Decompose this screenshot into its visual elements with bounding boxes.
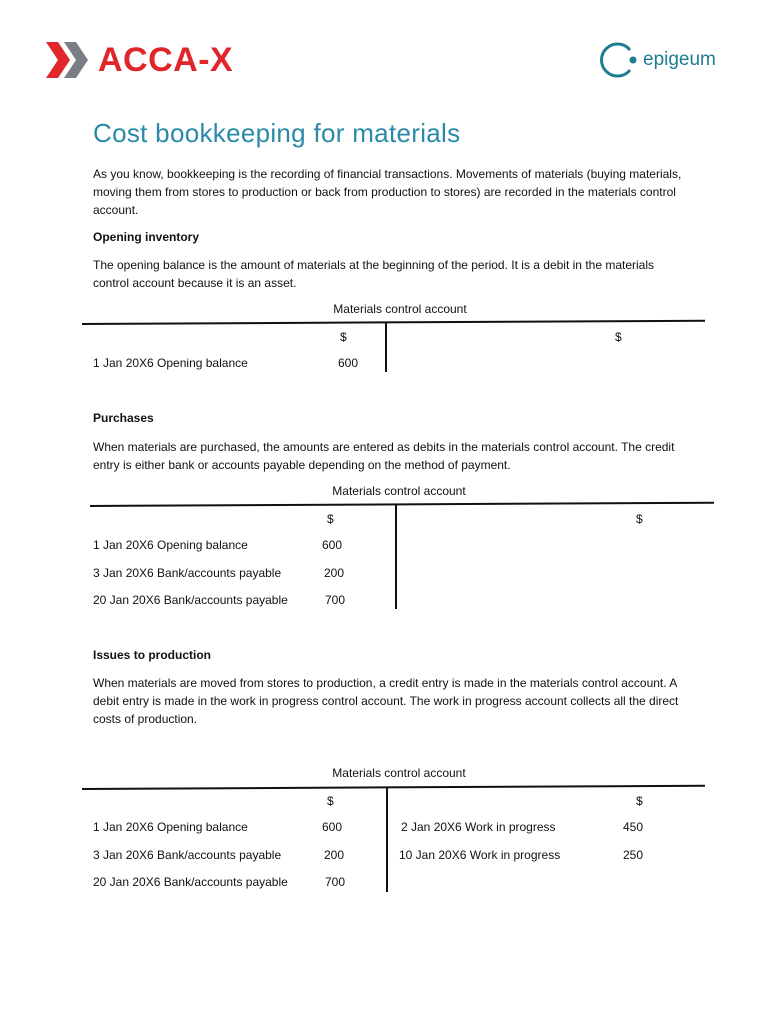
debit-currency-header: $ [327, 794, 334, 808]
t-account-caption: Materials control account [332, 766, 466, 780]
opening-inventory-text: The opening balance is the amount of materials at the beginning of the period. It is a debit in the materials control account because it is an asset. [93, 258, 655, 290]
purchases-text: When materials are purchased, the amounts are entered as debits in the materials control account. The credit entry is either bank or accounts payable depending on the method of payment. [93, 440, 675, 472]
epigeum-mark-icon [597, 40, 639, 80]
t-account-divider [386, 787, 388, 892]
credit-entry-amount: 250 [623, 848, 644, 862]
t-account-divider [395, 504, 397, 609]
issues-text: When materials are moved from stores to production, a credit entry is made in the materials control account. A debit entry is made in the work in progress control account. The work in progress account collects all the direct costs of production. [93, 676, 679, 726]
acca-x-mark-icon [44, 38, 90, 82]
debit-currency-header: $ [327, 512, 334, 526]
acca-x-logo-text: ACCA-X [98, 41, 234, 79]
debit-entry-amount: 700 [325, 593, 346, 607]
debit-entry-label: 1 Jan 20X6 Opening balance [93, 356, 248, 370]
debit-entry-amount: 600 [322, 820, 343, 834]
t-account-caption: Materials control account [332, 484, 466, 498]
t-account-caption: Materials control account [333, 302, 467, 316]
purchases-heading: Purchases [93, 411, 154, 425]
debit-entry-label: 1 Jan 20X6 Opening balance [93, 538, 248, 552]
epigeum-logo-text: epigeum [643, 49, 716, 70]
debit-entry-label: 3 Jan 20X6 Bank/accounts payable [93, 566, 282, 580]
credit-entry-label: 10 Jan 20X6 Work in progress [399, 848, 561, 862]
t-account-top-rule [90, 502, 714, 507]
debit-entry-amount: 200 [324, 566, 345, 580]
debit-entry-label: 3 Jan 20X6 Bank/accounts payable [93, 848, 282, 862]
debit-entry-amount: 200 [324, 848, 345, 862]
debit-entry-label: 20 Jan 20X6 Bank/accounts payable [93, 875, 288, 889]
intro-paragraph: As you know, bookkeeping is the recording of financial transactions. Movements of materials (buying materials, moving them from stores to production or back from production to stores) are recorded in the materials control account. [93, 167, 682, 217]
credit-entry-amount: 450 [623, 820, 644, 834]
credit-currency-header: $ [615, 330, 622, 344]
credit-currency-header: $ [636, 794, 643, 808]
debit-entry-label: 1 Jan 20X6 Opening balance [93, 820, 248, 834]
issues-heading: Issues to production [93, 648, 212, 662]
acca-x-logo [44, 38, 233, 82]
t-account-divider [385, 322, 387, 372]
debit-currency-header: $ [340, 330, 347, 344]
debit-entry-amount: 700 [325, 875, 346, 889]
debit-entry-amount: 600 [338, 356, 359, 370]
epigeum-logo [597, 40, 716, 80]
credit-currency-header: $ [636, 512, 643, 526]
opening-inventory-heading: Opening inventory [93, 230, 200, 244]
t-account-top-rule [82, 785, 705, 790]
debit-entry-amount: 600 [322, 538, 343, 552]
t-account-top-rule [82, 320, 705, 325]
page-title: Cost bookkeeping for materials [93, 118, 461, 148]
debit-entry-label: 20 Jan 20X6 Bank/accounts payable [93, 593, 288, 607]
credit-entry-label: 2 Jan 20X6 Work in progress [401, 820, 556, 834]
